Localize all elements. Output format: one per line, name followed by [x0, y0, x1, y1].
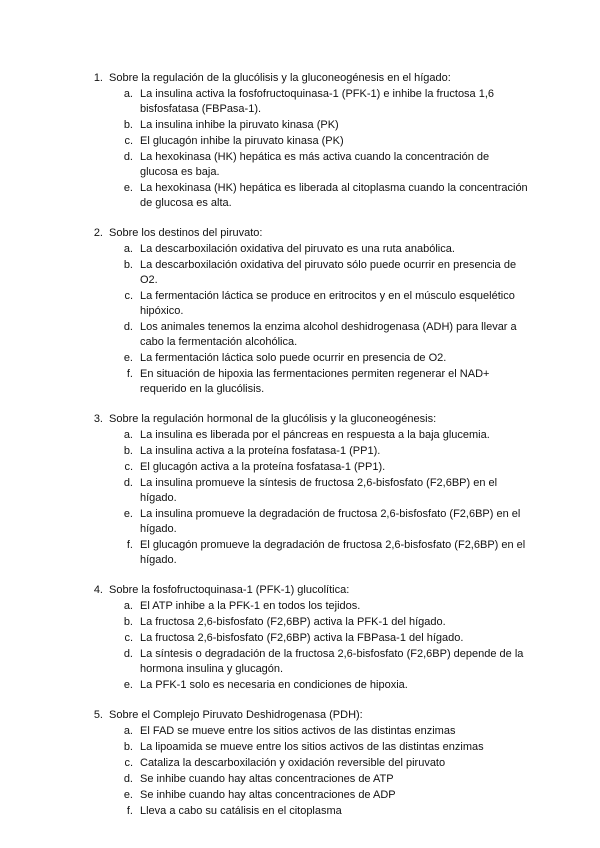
option-letter: f.: [126, 539, 133, 551]
question-header: [0, 71, 600, 86]
answer-option: [0, 788, 600, 803]
option-letter: b.: [123, 616, 133, 628]
option-text: Cataliza la descarboxilación y oxidación reversible del piruvato: [140, 757, 446, 769]
option-letter: a.: [123, 429, 133, 441]
answer-option: [0, 599, 600, 614]
question-number: 5.: [93, 709, 103, 721]
answer-option: [0, 647, 600, 677]
option-text: Se inhibe cuando hay altas concentraciones de ATP: [140, 773, 394, 785]
option-text: La hexokinasa (HK) hepática es liberada al citoplasma cuando la concentración de glucosa es alta.: [140, 182, 528, 209]
question-text: Sobre la fosfofructoquinasa-1 (PFK-1) glucolítica:: [109, 584, 350, 596]
question-header: [0, 226, 600, 241]
option-text: Los animales tenemos la enzima alcohol deshidrogenasa (ADH) para llevar a cabo la fermentación alcohólica.: [140, 321, 517, 348]
option-text: El glucagón activa a la proteína fosfatasa-1 (PP1).: [140, 461, 386, 473]
question-text: Sobre la regulación de la glucólisis y la gluconeogénesis en el hígado:: [109, 72, 451, 84]
option-text: La fermentación láctica se produce en eritrocitos y en el músculo esquelético hipóxico.: [140, 290, 515, 317]
question-1: [0, 71, 600, 211]
option-text: El ATP inhibe a la PFK-1 en todos los tejidos.: [140, 600, 361, 612]
option-letter: d.: [123, 477, 133, 489]
answer-option: [0, 134, 600, 149]
answer-option: [0, 351, 600, 366]
option-letter: c.: [124, 757, 133, 769]
answer-option: [0, 740, 600, 755]
question-list: [0, 71, 600, 834]
option-text: La insulina promueve la degradación de fructosa 2,6-bisfosfato (F2,6BP) en el hígado.: [140, 508, 521, 535]
option-text: La fermentación láctica solo puede ocurrir en presencia de O2.: [140, 352, 447, 364]
answer-option: [0, 804, 600, 819]
option-letter: a.: [123, 725, 133, 737]
answer-option: [0, 724, 600, 739]
option-letter: c.: [124, 290, 133, 302]
option-letter: a.: [123, 88, 133, 100]
option-text: La descarboxilación oxidativa del piruvato sólo puede ocurrir en presencia de O2.: [140, 259, 517, 286]
option-letter: b.: [123, 259, 133, 271]
option-letter: a.: [123, 243, 133, 255]
option-text: Se inhibe cuando hay altas concentraciones de ADP: [140, 789, 396, 801]
option-letter: f.: [126, 368, 133, 380]
option-letter: e.: [123, 182, 133, 194]
option-text: La descarboxilación oxidativa del piruvato es una ruta anabólica.: [140, 243, 455, 255]
option-text: La insulina activa a la proteína fosfatasa-1 (PP1).: [140, 445, 381, 457]
option-text: El glucagón inhibe la piruvato kinasa (PK): [140, 135, 344, 147]
question-5: [0, 708, 600, 819]
question-number: 2.: [93, 227, 103, 239]
option-text: Lleva a cabo su catálisis en el citoplasma: [140, 805, 342, 817]
option-text: La insulina inhibe la piruvato kinasa (PK): [140, 119, 339, 131]
option-letter: a.: [123, 600, 133, 612]
option-letter: e.: [123, 789, 133, 801]
option-text: La insulina activa la fosfofructoquinasa-1 (PFK-1) e inhibe la fructosa 1,6 bisfosfatasa (FBPasa-1).: [140, 88, 495, 115]
option-text: La PFK-1 solo es necesaria en condiciones de hipoxia.: [140, 679, 408, 691]
question-text: Sobre el Complejo Piruvato Deshidrogenasa (PDH):: [109, 709, 363, 721]
option-text: La fructosa 2,6-bisfosfato (F2,6BP) activa la FBPasa-1 del hígado.: [140, 632, 464, 644]
option-letter: c.: [124, 135, 133, 147]
question-4: [0, 583, 600, 693]
answer-option: [0, 367, 600, 397]
option-letter: b.: [123, 741, 133, 753]
answer-option: [0, 772, 600, 787]
answer-option: [0, 87, 600, 117]
question-number: 1.: [93, 72, 103, 84]
answer-option: [0, 258, 600, 288]
answer-option: [0, 428, 600, 443]
answer-option: [0, 615, 600, 630]
option-text: La síntesis o degradación de la fructosa 2,6-bisfosfato (F2,6BP) depende de la hormona insulina y glucagón.: [140, 648, 524, 675]
option-text: El glucagón promueve la degradación de fructosa 2,6-bisfosfato (F2,6BP) en el hígado.: [140, 539, 526, 566]
option-text: La hexokinasa (HK) hepática es más activa cuando la concentración de glucosa es baja.: [140, 151, 490, 178]
answer-option: [0, 320, 600, 350]
answer-option: [0, 181, 600, 211]
option-letter: d.: [123, 773, 133, 785]
option-letter: b.: [123, 119, 133, 131]
question-text: Sobre los destinos del piruvato:: [109, 227, 263, 239]
question-header: [0, 708, 600, 723]
question-2: [0, 226, 600, 397]
option-text: La lipoamida se mueve entre los sitios activos de las distintas enzimas: [140, 741, 484, 753]
option-text: La insulina promueve la síntesis de fructosa 2,6-bisfosfato (F2,6BP) en el hígado.: [140, 477, 498, 504]
answer-option: [0, 631, 600, 646]
option-letter: e.: [123, 508, 133, 520]
answer-option: [0, 507, 600, 537]
option-letter: c.: [124, 632, 133, 644]
answer-option: [0, 460, 600, 475]
option-letter: f.: [126, 805, 133, 817]
option-letter: d.: [123, 321, 133, 333]
answer-option: [0, 444, 600, 459]
option-letter: e.: [123, 352, 133, 364]
answer-option: [0, 678, 600, 693]
option-text: La insulina es liberada por el páncreas en respuesta a la baja glucemia.: [140, 429, 490, 441]
option-text: El FAD se mueve entre los sitios activos de las distintas enzimas: [140, 725, 456, 737]
answer-option: [0, 242, 600, 257]
option-letter: b.: [123, 445, 133, 457]
question-3: [0, 412, 600, 568]
question-header: [0, 583, 600, 598]
question-text: Sobre la regulación hormonal de la glucólisis y la gluconeogénesis:: [109, 413, 437, 425]
answer-option: [0, 150, 600, 180]
option-letter: d.: [123, 648, 133, 660]
option-text: La fructosa 2,6-bisfosfato (F2,6BP) activa la PFK-1 del hígado.: [140, 616, 446, 628]
question-number: 3.: [93, 413, 103, 425]
answer-option: [0, 538, 600, 568]
option-letter: d.: [123, 151, 133, 163]
question-header: [0, 412, 600, 427]
answer-option: [0, 118, 600, 133]
answer-option: [0, 756, 600, 771]
answer-option: [0, 289, 600, 319]
question-number: 4.: [93, 584, 103, 596]
option-letter: c.: [124, 461, 133, 473]
answer-option: [0, 476, 600, 506]
option-letter: e.: [123, 679, 133, 691]
option-text: En situación de hipoxia las fermentaciones permiten regenerar el NAD+ requerido en la glucólisis.: [140, 368, 490, 395]
